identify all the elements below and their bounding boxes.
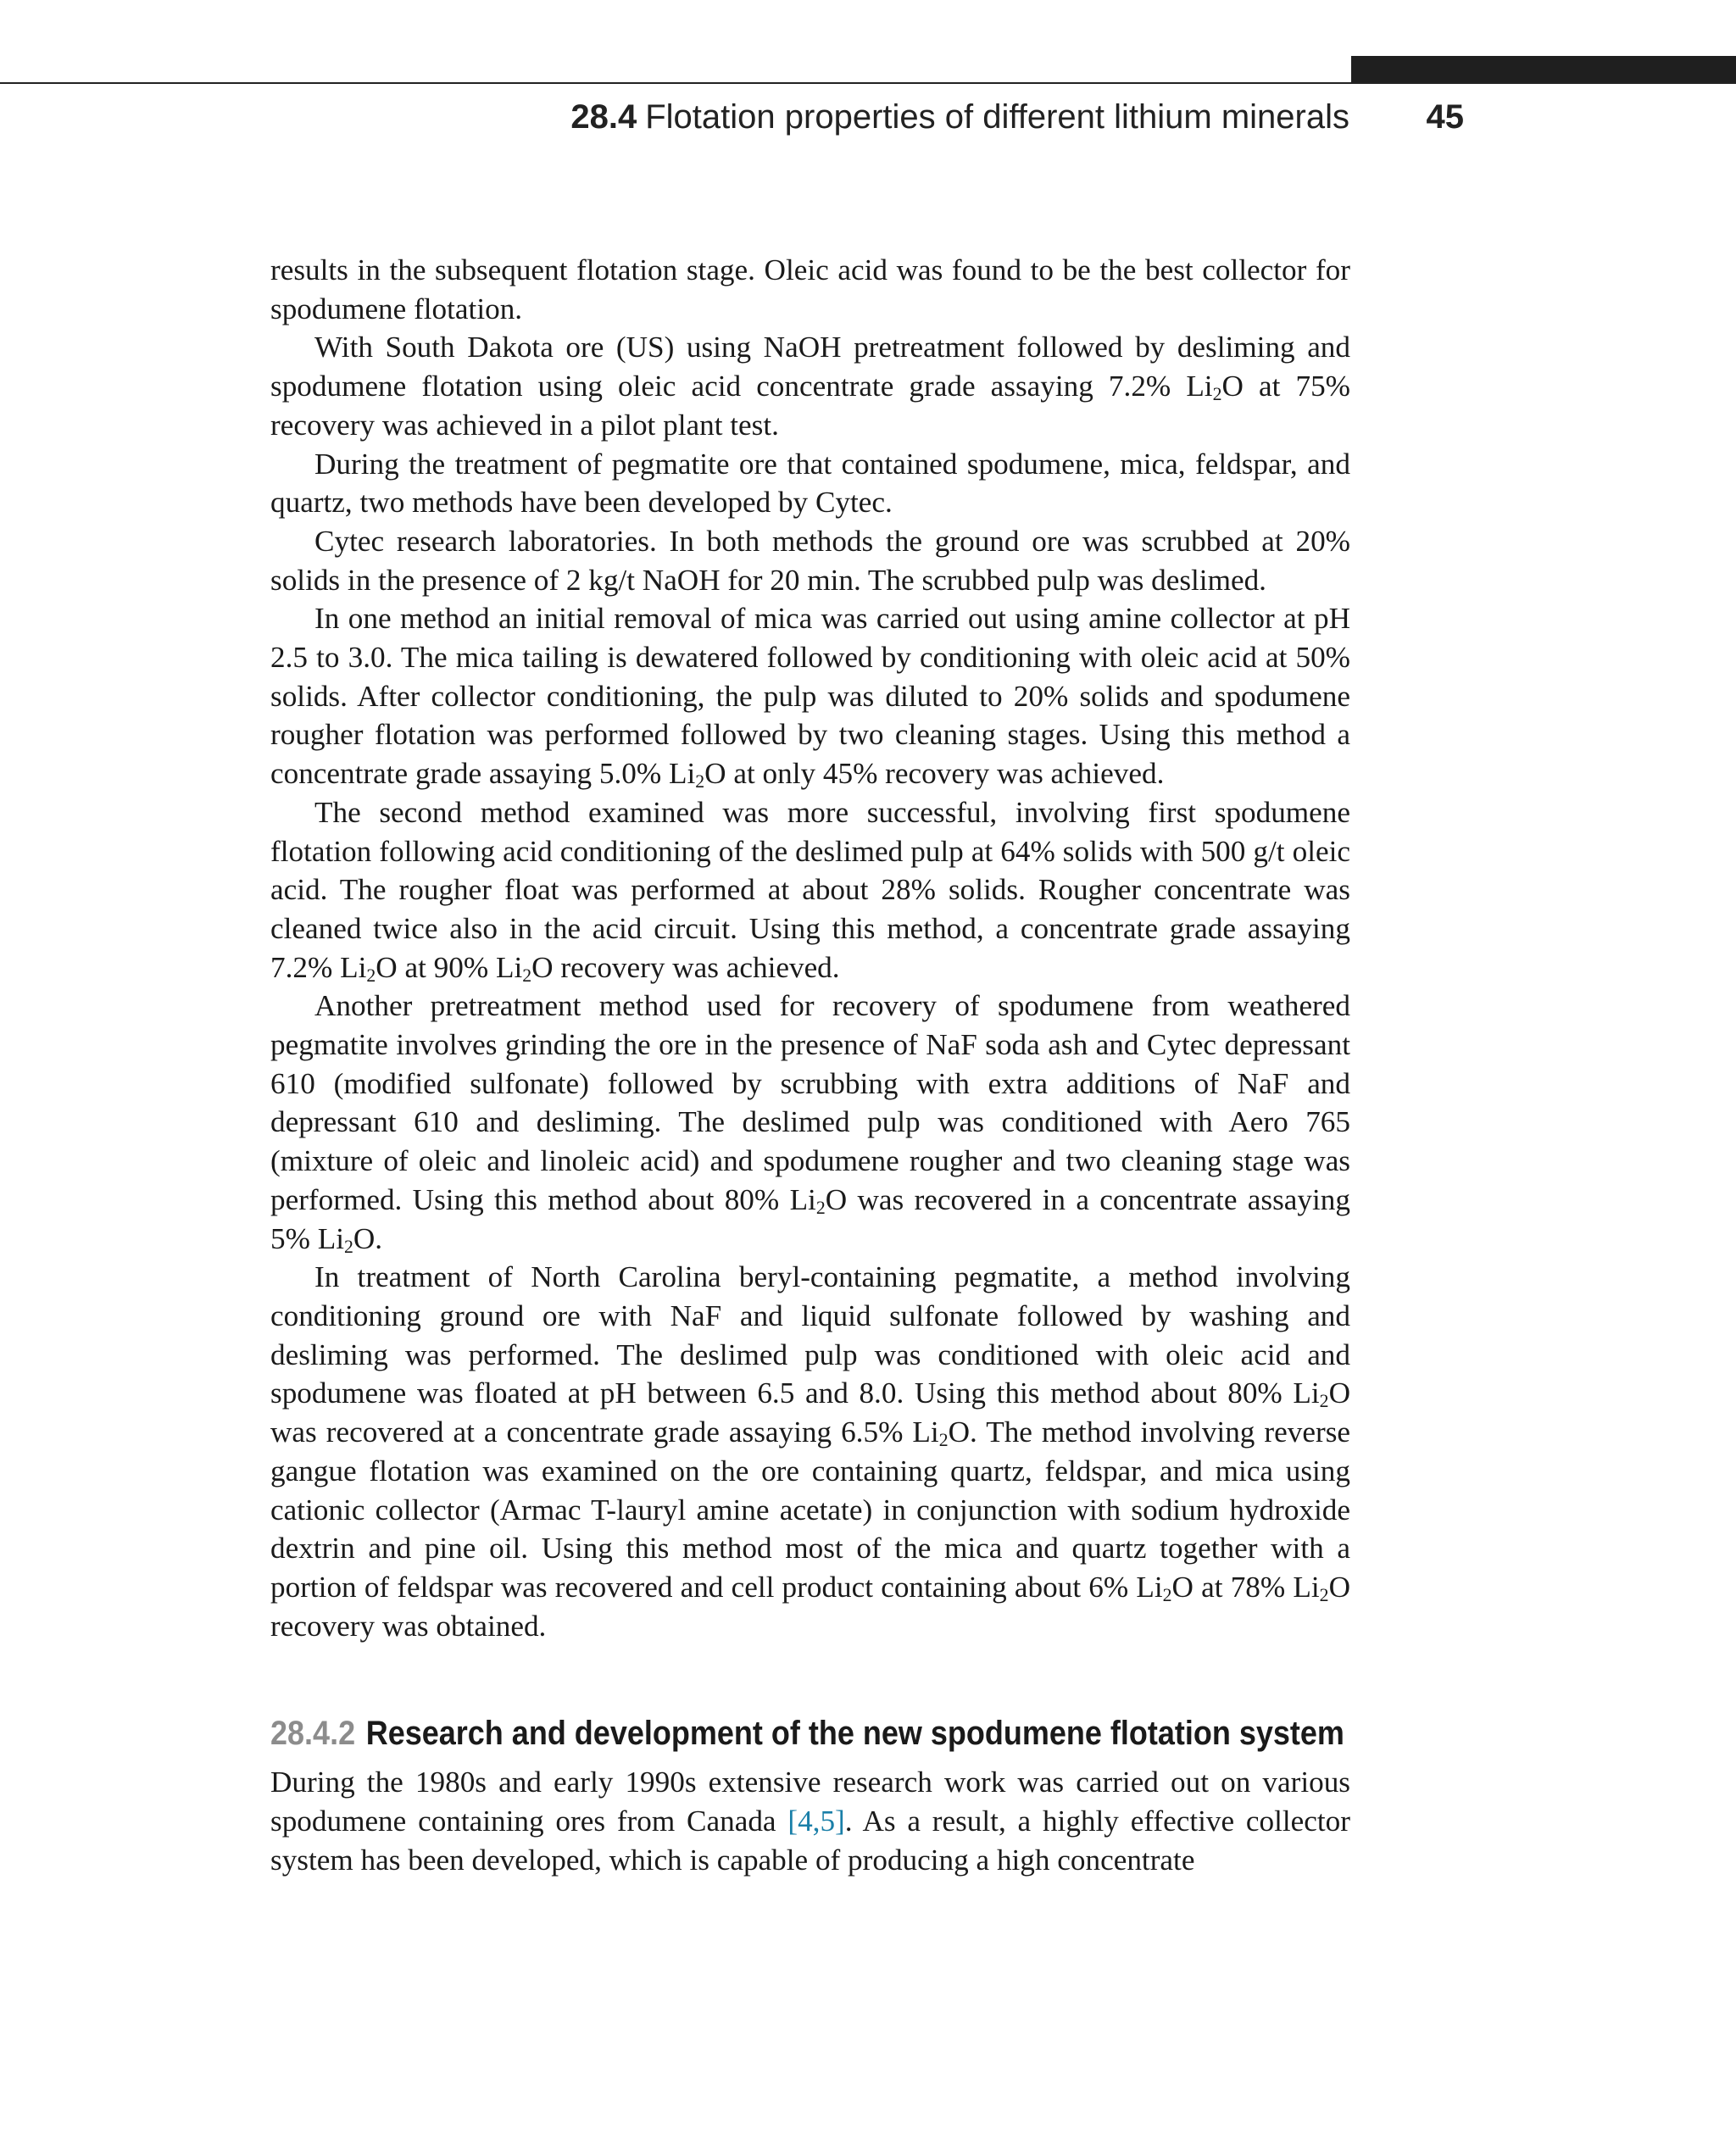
paragraph: The second method examined was more successful, involving first spodumene flotation following acid conditioning of the deslimed pulp at 64% solids with 500 g/t oleic acid. The rougher float was performed at about 28% solids. Rougher concentrate was cleaned twice also in the acid circuit. Using this method, a concentrate grade assaying 7.2% $Li_2O$ at 90% $Li_2O$ recovery was achieved. bbox=[270, 795, 1350, 986]
paragraph: results in the subsequent flotation stage. Oleic acid was found to be the best collector for spodumene flotation. bbox=[270, 253, 1350, 325]
section-title: Research and development of the new spodumene flotation system bbox=[365, 1715, 1344, 1753]
header-bar bbox=[1351, 56, 1736, 83]
paragraph: During the 1980s and early 1990s extensive research work was carried out on various spodumene containing ores from Canada [4,5]. As a result, a highly effective collector system has been developed, which is capable of producing a high concentrate bbox=[270, 1766, 1350, 1877]
paragraph: Another pretreatment method used for recovery of spodumene from weathered pegmatite involves grinding the ore in the presence of NaF soda ash and Cytec depressant 610 (modified sulfonate) followed by scrubbing with extra additions of NaF and depressant 610 and desliming. The deslimed pulp was conditioned with Aero 765 (mixture of oleic and linoleic acid) and spodumene rougher and two cleaning stage was performed. Using this method about 80% $Li_2O$ was recovered in a concentrate assaying 5% $Li_2O$. bbox=[270, 989, 1350, 1257]
main-text bbox=[270, 251, 1350, 1879]
paragraph: In one method an initial removal of mica was carried out using amine collector at pH 2.5 to 3.0. The mica tailing is dewatered followed by conditioning with oleic acid at 50% solids. After collector conditioning, the pulp was diluted to 20% solids and spodumene rougher flotation was performed followed by two cleaning stages. Using this method a concentrate grade assaying 5.0% $Li_2O$ at only 45% recovery was achieved. bbox=[270, 602, 1350, 792]
paragraph: Cytec research laboratories. In both methods the ground ore was scrubbed at 20% solids in the presence of 2 kg/t NaOH for 20 min. The scrubbed pulp was deslimed. bbox=[270, 524, 1350, 597]
paragraph: During the treatment of pegmatite ore that contained spodumene, mica, feldspar, and quartz, two methods have been developed by Cytec. bbox=[270, 447, 1350, 520]
running-head-section-number: 28.4 bbox=[570, 98, 637, 136]
section-heading bbox=[270, 1713, 1349, 1755]
paragraph: With South Dakota ore (US) using NaOH pretreatment followed by desliming and spodumene flotation using oleic acid concentrate grade assaying 7.2% $Li_2O$ at 75% recovery was achieved in a pilot plant test. bbox=[270, 331, 1350, 442]
citation-link[interactable]: [4,5] bbox=[787, 1805, 845, 1838]
header-rule bbox=[0, 82, 1736, 84]
running-head-title: Flotation properties of different lithium minerals bbox=[645, 98, 1349, 136]
section-number: 28.4.2 bbox=[270, 1715, 356, 1753]
paragraph: In treatment of North Carolina beryl-containing pegmatite, a method involving conditioning ground ore with NaF and liquid sulfonate followed by washing and desliming was performed. The deslimed pulp was conditioned with oleic acid and spodumene was floated at pH between 6.5 and 8.0. Using this method about 80% $Li_2O$ was recovered at a concentrate grade assaying 6.5% $Li_2O$. The method involving reverse gangue flotation was examined on the ore containing quartz, feldspar, and mica using cationic collector (Armac T-lauryl amine acetate) in conjunction with sodium hydroxide dextrin and pine oil. Using this method most of the mica and quartz together with a portion of feldspar was recovered and cell product containing about 6% $Li_2O$ at 78% $Li_2O$ recovery was obtained. bbox=[270, 1260, 1350, 1643]
running-head-text bbox=[570, 93, 1349, 141]
page-number: 45 bbox=[1426, 98, 1464, 136]
